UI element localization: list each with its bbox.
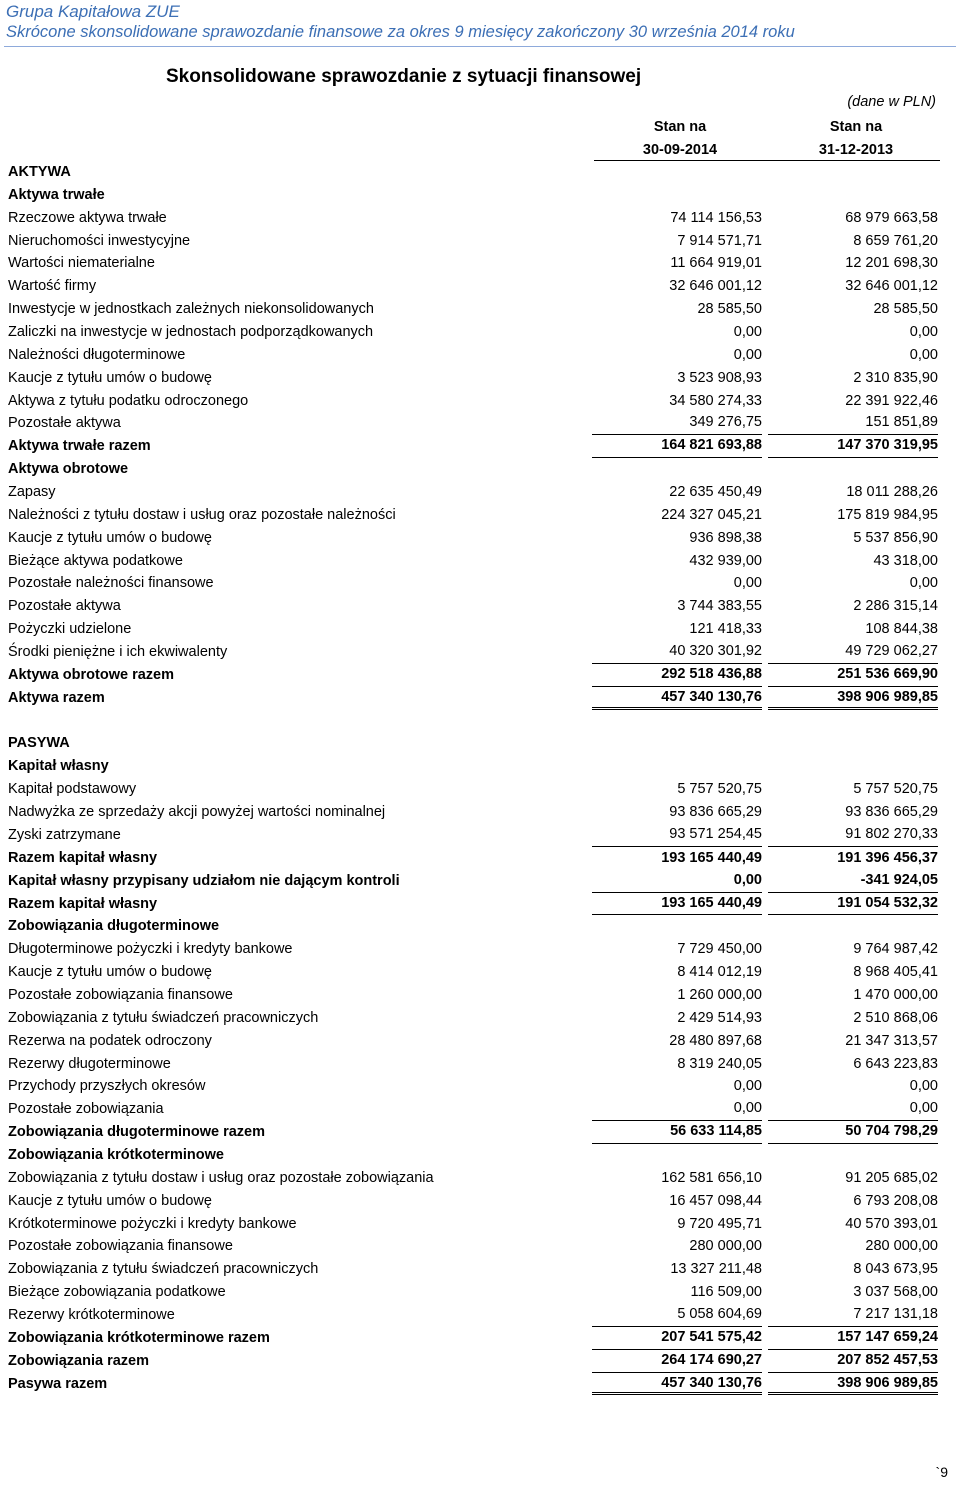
table-row bbox=[8, 664, 940, 687]
table-row bbox=[8, 1235, 940, 1258]
row-label: Zobowiązania długoterminowe razem bbox=[8, 1124, 266, 1141]
table-row bbox=[8, 1327, 940, 1350]
table-row bbox=[8, 1053, 940, 1076]
row-label: Zyski zatrzymane bbox=[8, 826, 121, 843]
column-header-prior bbox=[776, 116, 936, 162]
value-prior: 22 391 922,46 bbox=[845, 392, 938, 409]
table-row bbox=[8, 230, 940, 253]
document-header bbox=[6, 2, 795, 42]
row-label: Aktywa trwałe bbox=[8, 186, 105, 203]
row-label: Aktywa obrotowe bbox=[8, 461, 129, 478]
table-row bbox=[8, 938, 940, 961]
column-header-date: 30-09-2014 bbox=[642, 142, 718, 158]
table-row bbox=[8, 412, 940, 435]
value-current: 56 633 114,85 bbox=[592, 1121, 762, 1144]
value-prior: 0,00 bbox=[768, 1098, 938, 1121]
value-prior: 6 793 208,08 bbox=[853, 1192, 938, 1209]
value-prior: 2 286 315,14 bbox=[853, 598, 938, 615]
value-prior: 93 836 665,29 bbox=[845, 804, 938, 821]
row-label: Środki pieniężne i ich ekwiwalenty bbox=[8, 644, 228, 661]
value-prior: 91 802 270,33 bbox=[768, 824, 938, 847]
table-row bbox=[8, 687, 940, 710]
value-current: 0,00 bbox=[733, 1078, 762, 1095]
value-prior: 147 370 319,95 bbox=[768, 435, 938, 458]
row-label: Pozostałe zobowiązania bbox=[8, 1101, 164, 1118]
value-current: 162 581 656,10 bbox=[661, 1169, 762, 1186]
row-label: Aktywa razem bbox=[8, 689, 105, 706]
table-row bbox=[8, 344, 940, 367]
table-row bbox=[8, 481, 940, 504]
value-prior: 0,00 bbox=[909, 324, 938, 341]
value-prior: 12 201 698,30 bbox=[845, 255, 938, 272]
row-label: Krótkoterminowe pożyczki i kredyty bankowe bbox=[8, 1215, 297, 1232]
row-label: Kaucje z tytułu umów o budowę bbox=[8, 369, 212, 386]
value-prior: 175 819 984,95 bbox=[837, 506, 938, 523]
row-label: Pozostałe zobowiązania finansowe bbox=[8, 1238, 233, 1255]
table-row bbox=[8, 161, 940, 184]
table-row bbox=[8, 252, 940, 275]
value-current: 28 585,50 bbox=[697, 301, 762, 318]
value-prior: 8 968 405,41 bbox=[853, 964, 938, 981]
value-prior: 0,00 bbox=[909, 346, 938, 363]
table-row bbox=[8, 732, 940, 755]
value-prior: 191 396 456,37 bbox=[837, 849, 938, 866]
value-current: 292 518 436,88 bbox=[592, 664, 762, 687]
row-label: Zobowiązania z tytułu świadczeń pracowniczych bbox=[8, 1009, 319, 1026]
row-label: Rezerwy krótkoterminowe bbox=[8, 1306, 175, 1323]
value-current: 193 165 440,49 bbox=[592, 893, 762, 916]
value-current: 5 757 520,75 bbox=[677, 781, 762, 798]
table-row bbox=[8, 390, 940, 413]
value-current: 8 319 240,05 bbox=[677, 1055, 762, 1072]
table-row bbox=[8, 710, 940, 733]
value-prior: 2 310 835,90 bbox=[853, 369, 938, 386]
table-row bbox=[8, 824, 940, 847]
value-current: 34 580 274,33 bbox=[669, 392, 762, 409]
value-current: 13 327 211,48 bbox=[670, 1261, 762, 1278]
table-row bbox=[8, 595, 940, 618]
value-prior: 6 643 223,83 bbox=[853, 1055, 938, 1072]
table-row bbox=[8, 458, 940, 481]
table-row bbox=[8, 847, 940, 870]
header-divider bbox=[4, 46, 956, 47]
currency-note: (dane w PLN) bbox=[847, 94, 936, 110]
table-row bbox=[8, 915, 940, 938]
row-label: Pozostałe zobowiązania finansowe bbox=[8, 986, 233, 1003]
table-row bbox=[8, 1213, 940, 1236]
value-prior: 40 570 393,01 bbox=[845, 1215, 938, 1232]
row-label: Kapitał podstawowy bbox=[8, 781, 137, 798]
row-label: Aktywa obrotowe razem bbox=[8, 666, 174, 683]
row-label: Aktywa trwałe razem bbox=[8, 438, 151, 455]
value-current: 0,00 bbox=[733, 346, 762, 363]
value-current: 40 320 301,92 bbox=[592, 641, 762, 664]
column-header-line1: Stan na bbox=[653, 119, 707, 135]
value-prior: 0,00 bbox=[909, 575, 938, 592]
value-prior: 1 470 000,00 bbox=[853, 986, 938, 1003]
row-label: Rezerwy długoterminowe bbox=[8, 1055, 171, 1072]
value-prior: 398 906 989,85 bbox=[768, 687, 938, 710]
row-label: Kaucje z tytułu umów o budowę bbox=[8, 1192, 212, 1209]
table-row bbox=[8, 1373, 940, 1396]
table-row bbox=[8, 1190, 940, 1213]
row-label: Należności długoterminowe bbox=[8, 346, 186, 363]
value-current: 2 429 514,93 bbox=[677, 1009, 762, 1026]
value-current: 432 939,00 bbox=[689, 552, 762, 569]
row-label: AKTYWA bbox=[8, 164, 71, 180]
value-current: 3 744 383,55 bbox=[677, 598, 762, 615]
row-label: Wartości niematerialne bbox=[8, 255, 155, 272]
row-label: Pozostałe aktywa bbox=[8, 415, 121, 432]
value-prior: 50 704 798,29 bbox=[768, 1121, 938, 1144]
value-prior: 5 537 856,90 bbox=[853, 529, 938, 546]
value-current: 16 457 098,44 bbox=[669, 1192, 762, 1209]
value-current: 8 414 012,19 bbox=[677, 964, 762, 981]
table-row bbox=[8, 893, 940, 916]
row-label: Zobowiązania razem bbox=[8, 1352, 150, 1369]
value-prior: 3 037 568,00 bbox=[853, 1284, 938, 1301]
column-header-current bbox=[600, 116, 760, 162]
table-row bbox=[8, 367, 940, 390]
row-label: Razem kapitał własny bbox=[8, 849, 158, 866]
row-label: Nieruchomości inwestycyjne bbox=[8, 232, 191, 249]
value-prior: 398 906 989,85 bbox=[768, 1373, 938, 1396]
value-prior: 43 318,00 bbox=[873, 552, 938, 569]
table-row bbox=[8, 504, 940, 527]
value-current: 264 174 690,27 bbox=[592, 1350, 762, 1373]
value-prior: 9 764 987,42 bbox=[853, 941, 938, 958]
row-label: Kapitał własny bbox=[8, 758, 109, 775]
row-label: Razem kapitał własny bbox=[8, 895, 158, 912]
row-label: Zobowiązania z tytułu świadczeń pracowniczych bbox=[8, 1261, 319, 1278]
row-label: Zaliczki na inwestycje w jednostach podporządkowanych bbox=[8, 324, 374, 341]
table-row bbox=[8, 527, 940, 550]
column-header-date: 31-12-2013 bbox=[818, 142, 894, 158]
row-label: Należności z tytułu dostaw i usług oraz pozostałe należności bbox=[8, 506, 396, 523]
row-label: Wartość firmy bbox=[8, 278, 97, 295]
row-label: Przychody przyszłych okresów bbox=[8, 1078, 206, 1095]
row-label: Długoterminowe pożyczki i kredyty bankowe bbox=[8, 941, 293, 958]
table-row bbox=[8, 435, 940, 458]
row-label: Zapasy bbox=[8, 484, 56, 501]
row-label: Pozostałe aktywa bbox=[8, 598, 121, 615]
value-prior: 18 011 288,26 bbox=[846, 484, 938, 501]
row-label: Zobowiązania krótkoterminowe bbox=[8, 1146, 224, 1163]
value-current: 0,00 bbox=[733, 575, 762, 592]
value-prior: 28 585,50 bbox=[873, 301, 938, 318]
value-current: 349 276,75 bbox=[592, 412, 762, 435]
value-current: 9 720 495,71 bbox=[677, 1215, 762, 1232]
row-label: Kaucje z tytułu umów o budowę bbox=[8, 964, 212, 981]
table-row bbox=[8, 1007, 940, 1030]
table-row bbox=[8, 184, 940, 207]
report-title: Skrócone skonsolidowane sprawozdanie finansowe za okres 9 miesięcy zakończony 30 września 2014 roku bbox=[6, 23, 795, 41]
row-label: Pożyczki udzielone bbox=[8, 621, 132, 638]
value-current: 280 000,00 bbox=[689, 1238, 762, 1255]
value-prior: 49 729 062,27 bbox=[768, 641, 938, 664]
value-current: 32 646 001,12 bbox=[669, 278, 762, 295]
row-label: Pozostałe należności finansowe bbox=[8, 575, 214, 592]
table-row bbox=[8, 1258, 940, 1281]
value-prior: 280 000,00 bbox=[865, 1238, 938, 1255]
value-prior: -341 924,05 bbox=[768, 870, 938, 893]
value-current: 0,00 bbox=[592, 870, 762, 893]
value-prior: 108 844,38 bbox=[865, 621, 938, 638]
value-current: 5 058 604,69 bbox=[592, 1304, 762, 1327]
row-label: Rezerwa na podatek odroczony bbox=[8, 1032, 212, 1049]
value-prior: 5 757 520,75 bbox=[853, 781, 938, 798]
row-label: PASYWA bbox=[8, 735, 70, 752]
value-prior: 8 043 673,95 bbox=[853, 1261, 938, 1278]
table-row bbox=[8, 572, 940, 595]
value-prior: 151 851,89 bbox=[768, 412, 938, 435]
table-row bbox=[8, 1075, 940, 1098]
value-prior: 157 147 659,24 bbox=[768, 1327, 938, 1350]
balance-sheet-table bbox=[8, 161, 940, 1395]
value-current: 3 523 908,93 bbox=[677, 369, 762, 386]
row-label: Aktywa z tytułu podatku odroczonego bbox=[8, 392, 249, 409]
value-current: 7 914 571,71 bbox=[677, 232, 762, 249]
table-row bbox=[8, 1304, 940, 1327]
row-label: Bieżące aktywa podatkowe bbox=[8, 552, 183, 569]
company-name: Grupa Kapitałowa ZUE bbox=[6, 2, 180, 21]
table-row bbox=[8, 801, 940, 824]
table-row bbox=[8, 984, 940, 1007]
table-row bbox=[8, 755, 940, 778]
value-prior: 8 659 761,20 bbox=[853, 232, 938, 249]
value-current: 22 635 450,49 bbox=[669, 484, 762, 501]
table-row bbox=[8, 275, 940, 298]
value-current: 457 340 130,76 bbox=[592, 687, 762, 710]
value-prior: 0,00 bbox=[909, 1078, 938, 1095]
value-prior: 2 510 868,06 bbox=[853, 1009, 938, 1026]
row-label: Kapitał własny przypisany udziałom nie dającym kontroli bbox=[8, 872, 400, 889]
row-label: Bieżące zobowiązania podatkowe bbox=[8, 1284, 226, 1301]
value-prior: 21 347 313,57 bbox=[845, 1032, 938, 1049]
value-prior: 251 536 669,90 bbox=[768, 664, 938, 687]
table-row bbox=[8, 298, 940, 321]
value-prior: 207 852 457,53 bbox=[768, 1350, 938, 1373]
row-label: Zobowiązania z tytułu dostaw i usług oraz pozostałe zobowiązania bbox=[8, 1169, 434, 1186]
table-row bbox=[8, 1350, 940, 1373]
row-label: Kaucje z tytułu umów o budowę bbox=[8, 529, 212, 546]
value-current: 74 114 156,53 bbox=[670, 209, 762, 226]
table-row bbox=[8, 641, 940, 664]
value-current: 193 165 440,49 bbox=[661, 849, 762, 866]
row-label: Zobowiązania długoterminowe bbox=[8, 918, 220, 935]
value-current: 164 821 693,88 bbox=[592, 435, 762, 458]
value-current: 28 480 897,68 bbox=[669, 1032, 762, 1049]
page-number: `9 bbox=[935, 1464, 948, 1480]
table-row bbox=[8, 1121, 940, 1144]
table-row bbox=[8, 870, 940, 893]
row-label: Rzeczowe aktywa trwałe bbox=[8, 209, 167, 226]
value-prior: 32 646 001,12 bbox=[845, 278, 938, 295]
table-row bbox=[8, 961, 940, 984]
value-current: 121 418,33 bbox=[689, 621, 762, 638]
table-row bbox=[8, 550, 940, 573]
value-current: 11 664 919,01 bbox=[670, 255, 762, 272]
table-row bbox=[8, 321, 940, 344]
table-row bbox=[8, 778, 940, 801]
table-row bbox=[8, 618, 940, 641]
table-row bbox=[8, 1030, 940, 1053]
row-label: Inwestycje w jednostkach zależnych niekonsolidowanych bbox=[8, 301, 374, 318]
statement-title: Skonsolidowane sprawozdanie z sytuacji finansowej bbox=[166, 66, 642, 87]
value-prior: 68 979 663,58 bbox=[845, 209, 938, 226]
table-row bbox=[8, 1167, 940, 1190]
table-row bbox=[8, 207, 940, 230]
value-current: 93 836 665,29 bbox=[669, 804, 762, 821]
table-row bbox=[8, 1281, 940, 1304]
value-current: 93 571 254,45 bbox=[592, 824, 762, 847]
value-current: 457 340 130,76 bbox=[592, 1373, 762, 1396]
row-label: Nadwyżka ze sprzedaży akcji powyżej wartości nominalnej bbox=[8, 804, 386, 821]
value-current: 936 898,38 bbox=[689, 529, 762, 546]
row-label: Pasywa razem bbox=[8, 1375, 108, 1392]
value-prior: 7 217 131,18 bbox=[768, 1304, 938, 1327]
table-row bbox=[8, 1144, 940, 1167]
value-current: 116 509,00 bbox=[690, 1284, 762, 1301]
value-current: 1 260 000,00 bbox=[677, 986, 762, 1003]
value-prior: 91 205 685,02 bbox=[845, 1169, 938, 1186]
column-header-line1: Stan na bbox=[829, 119, 883, 135]
value-current: 7 729 450,00 bbox=[677, 941, 762, 958]
value-current: 224 327 045,21 bbox=[661, 506, 762, 523]
value-current: 207 541 575,42 bbox=[592, 1327, 762, 1350]
row-label: Zobowiązania krótkoterminowe razem bbox=[8, 1329, 270, 1346]
table-row bbox=[8, 1098, 940, 1121]
value-current: 0,00 bbox=[592, 1098, 762, 1121]
value-prior: 191 054 532,32 bbox=[768, 893, 938, 916]
value-current: 0,00 bbox=[733, 324, 762, 341]
